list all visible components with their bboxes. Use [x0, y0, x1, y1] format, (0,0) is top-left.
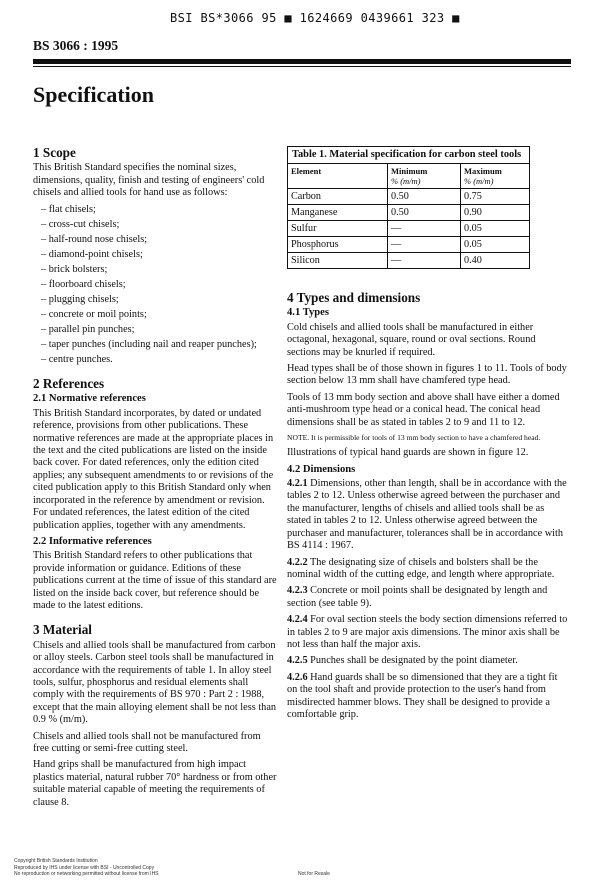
table-cell-min: 0.50: [388, 189, 461, 205]
list-item: – floorboard chisels;: [41, 278, 126, 290]
scope-heading: 1 Scope: [33, 145, 76, 160]
clause-number: 4.2.2: [287, 556, 308, 568]
footer-line: No reproduction or networking permitted without license from IHS: [14, 871, 159, 877]
table-cell-element: Carbon: [288, 189, 388, 205]
informative-references-text: This British Standard refers to other publications that provide information or guidance. Editions of these publications current at the time of issue of this standard are listed on the inside back cover, but reference should be made to the latest editions.: [33, 550, 277, 611]
table-cell-max: 0.75: [461, 189, 530, 205]
material-paragraph-3: Hand grips shall be manufactured from high impact plastics material, natural rubber 70° hardness or from other suitable material capable of meeting the requirements of clause 8.: [33, 759, 277, 808]
clause-number: 4.2.4: [287, 614, 308, 626]
clause-4-2-3: [287, 585, 570, 610]
types-paragraph-2: Head types shall be of those shown in figures 1 to 11. Tools of body section below 13 mm shall have chamfered type head.: [287, 363, 567, 387]
clause-text: For oval section steels the body section dimensions referred to in tables 2 to 9 are major axis dimensions. The minor axis shall be not less than half the major axis.: [287, 614, 568, 650]
column-header-minimum: Minimum % (m/m): [388, 164, 461, 189]
list-item: – cross-cut chisels;: [41, 218, 120, 230]
table-cell-min: —: [388, 236, 461, 252]
list-item: – diamond-point chisels;: [41, 248, 143, 260]
references-heading: 2 References: [33, 376, 105, 392]
table-cell-min: 0.50: [388, 204, 461, 220]
footer-line: Copyright British Standards Institution: [14, 858, 98, 864]
section-scope: [33, 147, 277, 366]
clause-4-2-4: [287, 614, 570, 651]
table-cell-max: 0.05: [461, 220, 530, 236]
table-caption: Table 1. Material specification for carbon steel tools: [288, 147, 529, 164]
table-cell-element: Phosphorus: [288, 236, 388, 252]
clause-4-2-6: [287, 672, 570, 722]
table-cell-element: Silicon: [291, 254, 320, 266]
clause-number: 4.2.1: [287, 478, 308, 490]
standard-number: BS 3066 : 1995: [33, 38, 119, 53]
types-paragraph-4: Illustrations of typical hand guards are shown in figure 12.: [287, 447, 529, 459]
clause-number: 4.2.6: [287, 671, 308, 683]
table-row: [288, 236, 529, 252]
table-cell-element: Manganese: [288, 204, 388, 220]
copyright-footer: [14, 858, 159, 878]
informative-references-heading: 2.2 Informative references: [33, 535, 152, 547]
list-item: – concrete or moil points;: [41, 308, 147, 320]
document-barcode-line: BSI BS*3066 95 ■ 1624669 0439661 323 ■: [170, 11, 460, 25]
list-item: – plugging chisels;: [41, 293, 119, 305]
clause-text: Concrete or moil points shall be designated by length and section (see table 9).: [287, 585, 548, 609]
clause-number: 4.2.5: [287, 655, 308, 667]
section-references: [33, 378, 277, 612]
left-column: [33, 147, 277, 821]
normative-references-text: This British Standard incorporates, by dated or undated reference, provisions from other publications. These normative references are made at the appropriate places in the text and the cited publications are listed on the inside back cover. For dated references, only the edition cited applies; any subsequent amendments to or revisions of the cited publication apply to this British Standard only when incorporated in the reference by amendment or revision. For undated references, the latest edition of the cited publication applies, together with any amendments.: [33, 407, 274, 531]
clause-4-2-5: [287, 655, 570, 667]
list-item: – centre punches.: [41, 353, 113, 365]
table-cell-max: 0.05: [461, 236, 530, 252]
page-title: Specification: [33, 82, 154, 107]
types-paragraph-3: Tools of 13 mm body section and above shall have either a domed anti-mushroom type head or a conical head. The conical head dimensions shall be as stated in tables 2 to 9 and 11 to 12.: [287, 391, 560, 428]
table-cell-min: —: [388, 220, 461, 236]
table-row: [288, 189, 529, 205]
not-for-resale-label: Not for Resale: [298, 871, 330, 877]
types-heading: 4 Types and dimensions: [287, 290, 421, 305]
material-paragraph-1: Chisels and allied tools shall be manufactured from carbon or alloy steels. Carbon steel tools shall be manufactured in accordance with the requirements of table 1. In alloy steel tools, sulfur, phosphorus and residual elements shall comply with the requirements of BS 970 : Part 2 : 1988, except that the main alloying element shall be not less than 0.9 % (m/m).: [33, 639, 277, 726]
material-heading: 3 Material: [33, 622, 92, 638]
types-note: NOTE. It is permissible for tools of 13 mm body section to have a chamfered head.: [287, 433, 541, 443]
table-row: [288, 220, 529, 236]
clause-4-2-1: [287, 478, 570, 552]
types-subheading: 4.1 Types: [287, 307, 329, 319]
right-column: [287, 292, 570, 725]
clause-number: 4.2.3: [287, 585, 308, 597]
scope-list: [33, 204, 277, 366]
table-cell-element: Sulfur: [288, 220, 388, 236]
footer-line: Reproduced by IHS under license with BSI - Uncontrolled Copy: [14, 864, 155, 871]
dimensions-subheading: 4.2 Dimensions: [287, 463, 356, 475]
list-item: – taper punches (including nail and reaper punches);: [41, 338, 257, 350]
clause-4-2-2: [287, 557, 570, 582]
table-cell-max: 0.40: [461, 252, 530, 267]
table-cell-max: 0.90: [461, 204, 530, 220]
normative-references-heading: 2.1 Normative references: [33, 393, 146, 405]
table-cell-min: —: [388, 252, 461, 267]
material-paragraph-2: Chisels and allied tools shall not be manufactured from free cutting or semi-free cutting steel.: [33, 730, 261, 754]
scope-intro: This British Standard specifies the nominal sizes, dimensions, quality, finish and testing of engineers' cold chisels and allied tools for hand use as follows:: [33, 162, 265, 199]
material-spec-table: [287, 146, 530, 269]
list-item: – flat chisels;: [41, 203, 96, 215]
table-row: [288, 204, 529, 220]
column-header-element: Element: [288, 164, 388, 189]
clause-text: The designating size of chisels and bolsters shall be the nominal width of the cutting edge, and length where appropriate.: [287, 556, 555, 580]
list-item: – parallel pin punches;: [41, 323, 135, 335]
header-rule-thin: [33, 66, 571, 67]
clause-text: Dimensions, other than length, shall be in accordance with the tables 2 to 12. Unless otherwise agreed between the purchaser and the manufacturer, lengths of chisels and allied tools shall be as stated in tables 2 to 12. Unless otherwise agreed between the purchaser and manufacturer, tolerances shall be in accordance with BS 4114 : 1967.: [287, 478, 567, 552]
list-item: – half-round nose chisels;: [41, 233, 148, 245]
types-paragraph-1: Cold chisels and allied tools shall be manufactured in either octagonal, hexagonal, square, round or oval sections. Round sections may be knurled if required.: [287, 321, 536, 358]
clause-text: Hand guards shall be so dimensioned that they are a tight fit on the tool shaft and provide protection to the user's hand from misdirected hammer blows. They shall be designed to provide a comfortable grip.: [287, 671, 558, 720]
list-item: – brick bolsters;: [41, 263, 108, 275]
column-header-maximum: Maximum % (m/m): [461, 164, 530, 189]
table-row: [288, 252, 529, 267]
clause-text: Punches shall be designated by the point diameter.: [310, 655, 518, 667]
header-rule-thick: [33, 59, 571, 64]
section-material: [33, 624, 277, 809]
